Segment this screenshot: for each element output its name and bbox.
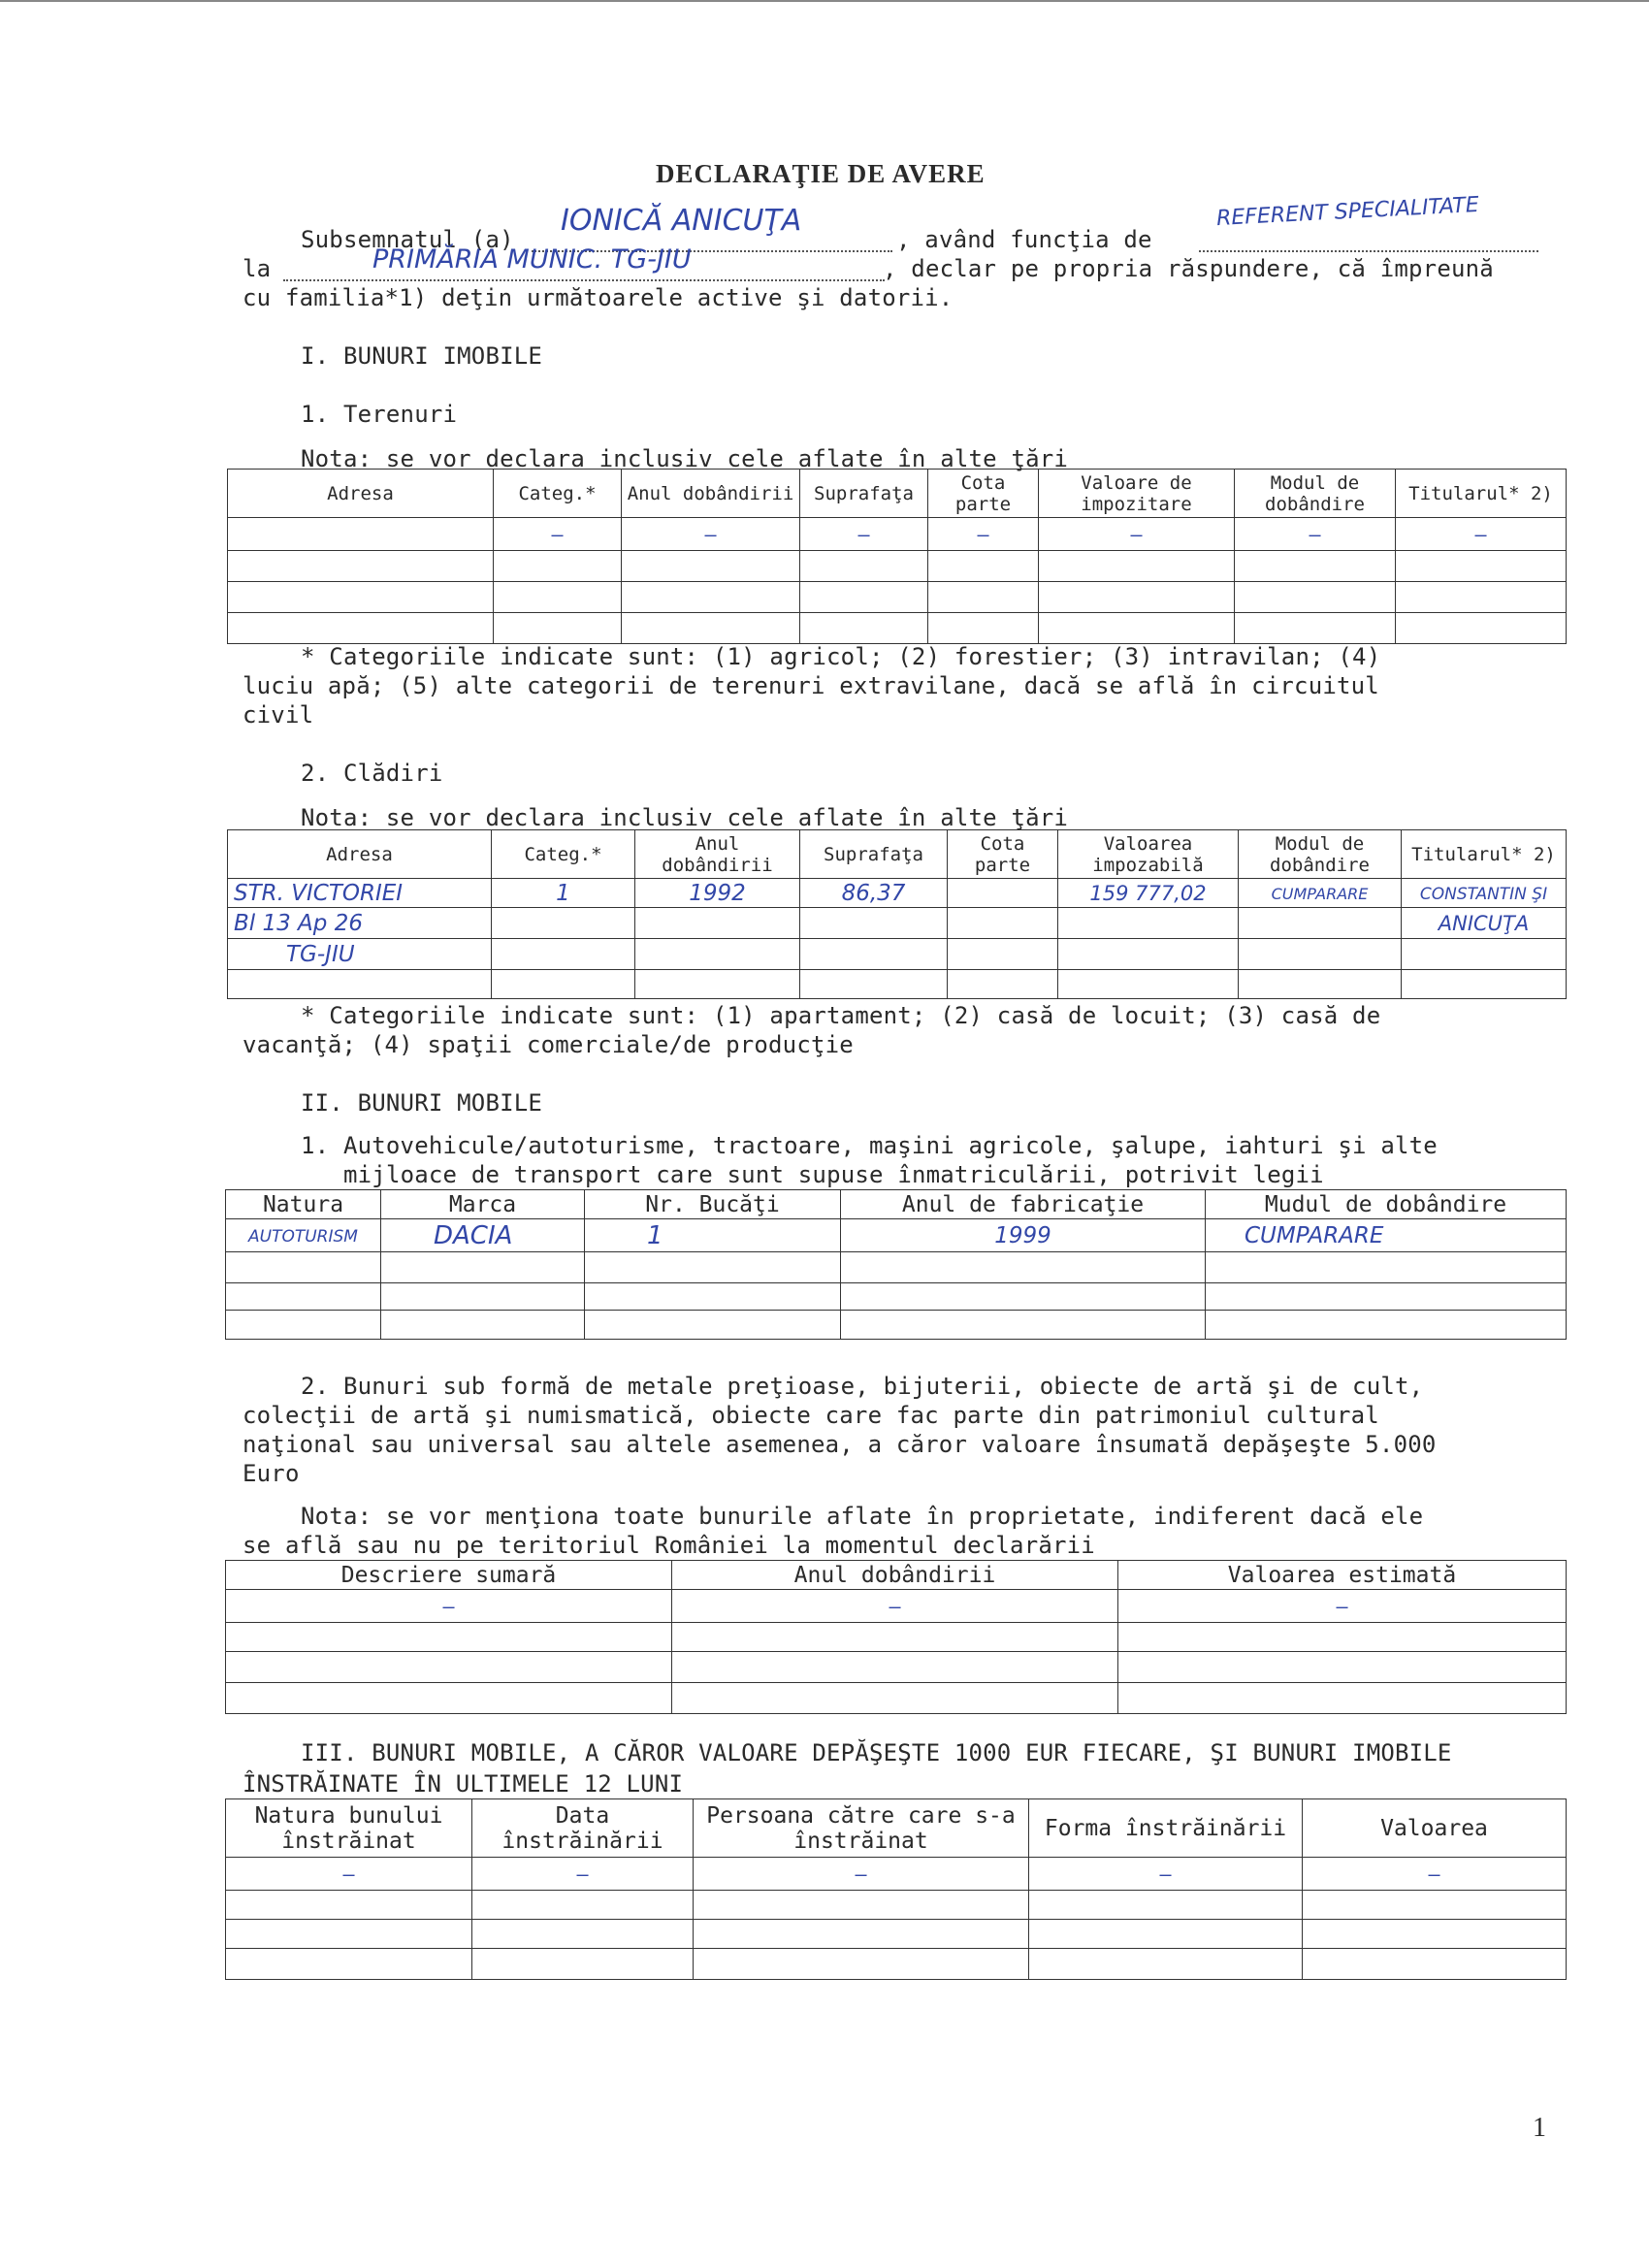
metale-col-anul: Anul dobândirii <box>672 1561 1118 1590</box>
intro-la-label: la <box>242 255 272 282</box>
metale-table <box>225 1560 1567 1714</box>
empty-dash: — <box>977 522 989 546</box>
terenuri-footnote-3: civil <box>242 701 314 729</box>
auto-col-natura: Natura <box>226 1190 381 1219</box>
terenuri-col-adresa: Adresa <box>228 470 494 518</box>
empty-dash: — <box>889 1594 901 1618</box>
terenuri-col-cota: Cota parte <box>928 470 1039 518</box>
metale-para-line4: Euro <box>242 1460 300 1487</box>
metale-para-line2: colecţii de artă şi numismatică, obiecte care fac parte din patrimoniul cultural <box>242 1402 1379 1429</box>
table-row <box>228 582 1567 613</box>
cladiri-footnote-2: vacanţă; (4) spaţii comerciale/de producţie <box>242 1031 854 1058</box>
table-row <box>226 1283 1567 1311</box>
auto-col-marca: Marca <box>381 1190 585 1219</box>
empty-dash: — <box>855 1862 867 1886</box>
cladiri-col-titular: Titularul* 2) <box>1402 830 1567 879</box>
cladiri-col-cota: Cota parte <box>948 830 1058 879</box>
empty-dash: — <box>857 522 870 546</box>
table-row <box>228 908 1567 939</box>
table-row <box>226 1949 1567 1980</box>
metale-note-line2: se află sau nu pe teritoriul României la momentul declarării <box>242 1532 1095 1559</box>
declarant-name: IONICĂ ANICUŢA <box>561 204 802 238</box>
table-row <box>226 1652 1567 1683</box>
empty-dash: — <box>551 522 564 546</box>
table-row <box>226 1623 1567 1652</box>
terenuri-col-suprafata: Suprafaţa <box>800 470 928 518</box>
intro-subsemnatul-label: Subsemnatul (a) <box>301 226 514 253</box>
auto-anul: 1999 <box>994 1222 1051 1248</box>
empty-dash: — <box>1474 522 1487 546</box>
table-row <box>228 879 1567 908</box>
empty-dash: — <box>1428 1862 1440 1886</box>
cladiri-col-adresa: Adresa <box>228 830 492 879</box>
section-2-heading: II. BUNURI MOBILE <box>301 1089 543 1117</box>
empty-dash: — <box>1309 522 1321 546</box>
page-title: DECLARAŢIE DE AVERE <box>656 159 986 188</box>
metale-col-valoarea: Valoarea estimată <box>1118 1561 1567 1590</box>
empty-dash: — <box>342 1862 355 1886</box>
empty-dash: — <box>1159 1862 1172 1886</box>
auto-col-modul: Mudul de dobândire <box>1206 1190 1567 1219</box>
cladiri-suprafata: 86,37 <box>841 880 906 906</box>
terenuri-col-categ: Categ.* <box>494 470 622 518</box>
auto-modul: CUMPARARE <box>1245 1222 1384 1248</box>
empty-dash: — <box>1130 522 1143 546</box>
function-dotted-line <box>1199 250 1538 252</box>
cladiri-valoare: 159 777,02 <box>1089 881 1207 905</box>
instrainate-table <box>225 1798 1567 1980</box>
terenuri-heading: 1. Terenuri <box>301 401 458 428</box>
cladiri-col-suprafata: Suprafaţa <box>800 830 948 879</box>
table-row <box>226 1683 1567 1714</box>
instrainate-col-persoana: Persoana către care s-a înstrăinat <box>694 1799 1029 1858</box>
terenuri-col-anul: Anul dobândirii <box>622 470 800 518</box>
cladiri-adresa-line2: Bl 13 Ap 26 <box>234 910 363 936</box>
table-row <box>228 518 1567 551</box>
empty-dash: — <box>1336 1594 1348 1618</box>
cladiri-heading: 2. Clădiri <box>301 760 443 787</box>
section-3-heading-line1: III. BUNURI MOBILE, A CĂROR VALOARE DEPĂŞEŞTE 1000 EUR FIECARE, ŞI BUNURI IMOBILE <box>301 1739 1452 1766</box>
empty-dash: — <box>576 1862 589 1886</box>
institution-dotted-line <box>283 279 885 281</box>
cladiri-modul: CUMPARARE <box>1271 884 1369 903</box>
cladiri-adresa-line1: STR. VICTORIEI <box>234 880 404 906</box>
auto-marca: DACIA <box>434 1220 513 1250</box>
terenuri-note: Nota: se vor declara inclusiv cele aflate în alte ţări <box>301 445 1069 472</box>
instrainate-col-data: Data înstrăinării <box>472 1799 694 1858</box>
terenuri-footnote-2: luciu apă; (5) alte categorii de terenuri extravilane, dacă se află în circuitul <box>242 672 1379 699</box>
top-edge-line <box>0 0 1649 2</box>
table-row <box>226 1252 1567 1283</box>
intro-declar-text: , declar pe propria răspundere, că împreună <box>883 255 1494 282</box>
section-1-heading: I. BUNURI IMOBILE <box>301 342 543 370</box>
section-3-heading-line2: ÎNSTRĂINATE ÎN ULTIMELE 12 LUNI <box>242 1770 684 1798</box>
table-row <box>228 551 1567 582</box>
empty-dash: — <box>442 1594 455 1618</box>
cladiri-note: Nota: se vor declara inclusiv cele aflate în alte ţări <box>301 804 1069 831</box>
auto-table <box>225 1189 1567 1340</box>
auto-natura: AUTOTURISM <box>248 1226 358 1247</box>
cladiri-col-valoare: Valoarea impozabilă <box>1058 830 1239 879</box>
table-row <box>226 1590 1567 1623</box>
cladiri-col-modul: Modul de dobândire <box>1239 830 1402 879</box>
intro-functia-label: , având funcţia de <box>896 226 1152 253</box>
table-row <box>226 1920 1567 1949</box>
intro-familia-text: cu familia*1) deţin următoarele active şi datorii. <box>242 284 954 311</box>
table-row <box>228 613 1567 644</box>
instrainate-col-natura: Natura bunului înstrăinat <box>226 1799 472 1858</box>
terenuri-footnote-1: * Categoriile indicate sunt: (1) agricol; (2) forestier; (3) intravilan; (4) <box>301 643 1381 670</box>
instrainate-col-valoarea: Valoarea <box>1303 1799 1567 1858</box>
cladiri-footnote-1: * Categoriile indicate sunt: (1) apartament; (2) casă de locuit; (3) casă de <box>301 1002 1381 1029</box>
cladiri-anul: 1992 <box>689 880 746 906</box>
terenuri-col-valoare: Valoare de impozitare <box>1039 470 1235 518</box>
metale-para-line3: naţional sau universal sau altele asemenea, a căror valoare însumată depăşeşte 5.000 <box>242 1431 1437 1458</box>
table-row <box>228 939 1567 970</box>
empty-dash: — <box>704 522 717 546</box>
table-row <box>226 1858 1567 1891</box>
table-row <box>226 1311 1567 1340</box>
terenuri-col-titular: Titularul* 2) <box>1396 470 1567 518</box>
cladiri-col-categ: Categ.* <box>492 830 635 879</box>
page-number: 1 <box>1533 2113 1546 2143</box>
table-row <box>226 1219 1567 1252</box>
cladiri-col-anul: Anul dobândirii <box>635 830 800 879</box>
auto-heading-line2: mijloace de transport care sunt supuse înmatriculării, potrivit legii <box>343 1161 1324 1188</box>
metale-para-line1: 2. Bunuri sub formă de metale preţioase, bijuterii, obiecte de artă şi de cult, <box>301 1373 1424 1400</box>
institution-name: PRIMĂRIA MUNIC. TG-JIU <box>372 244 692 275</box>
instrainate-col-forma: Forma înstrăinării <box>1029 1799 1303 1858</box>
cladiri-adresa-line3: TG-JIU <box>286 941 355 967</box>
terenuri-col-modul: Modul de dobândire <box>1235 470 1396 518</box>
auto-col-anul: Anul de fabricaţie <box>841 1190 1206 1219</box>
cladiri-table <box>227 829 1567 999</box>
cladiri-categ: 1 <box>556 880 570 906</box>
terenuri-table <box>227 469 1567 644</box>
cladiri-titular-line2: ANICUŢA <box>1438 911 1530 935</box>
table-row <box>226 1891 1567 1920</box>
declarant-function: REFERENT SPECIALITATE <box>1215 192 1480 232</box>
auto-bucati: 1 <box>647 1220 663 1250</box>
metale-note-line1: Nota: se vor menţiona toate bunurile aflate în proprietate, indiferent dacă ele <box>301 1503 1424 1530</box>
cladiri-titular-line1: CONSTANTIN ŞI <box>1419 884 1548 904</box>
metale-col-descriere: Descriere sumară <box>226 1561 672 1590</box>
auto-col-bucati: Nr. Bucăţi <box>585 1190 841 1219</box>
table-row <box>228 970 1567 999</box>
auto-heading-line1: 1. Autovehicule/autoturisme, tractoare, maşini agricole, şalupe, iahturi şi alte <box>301 1132 1438 1159</box>
